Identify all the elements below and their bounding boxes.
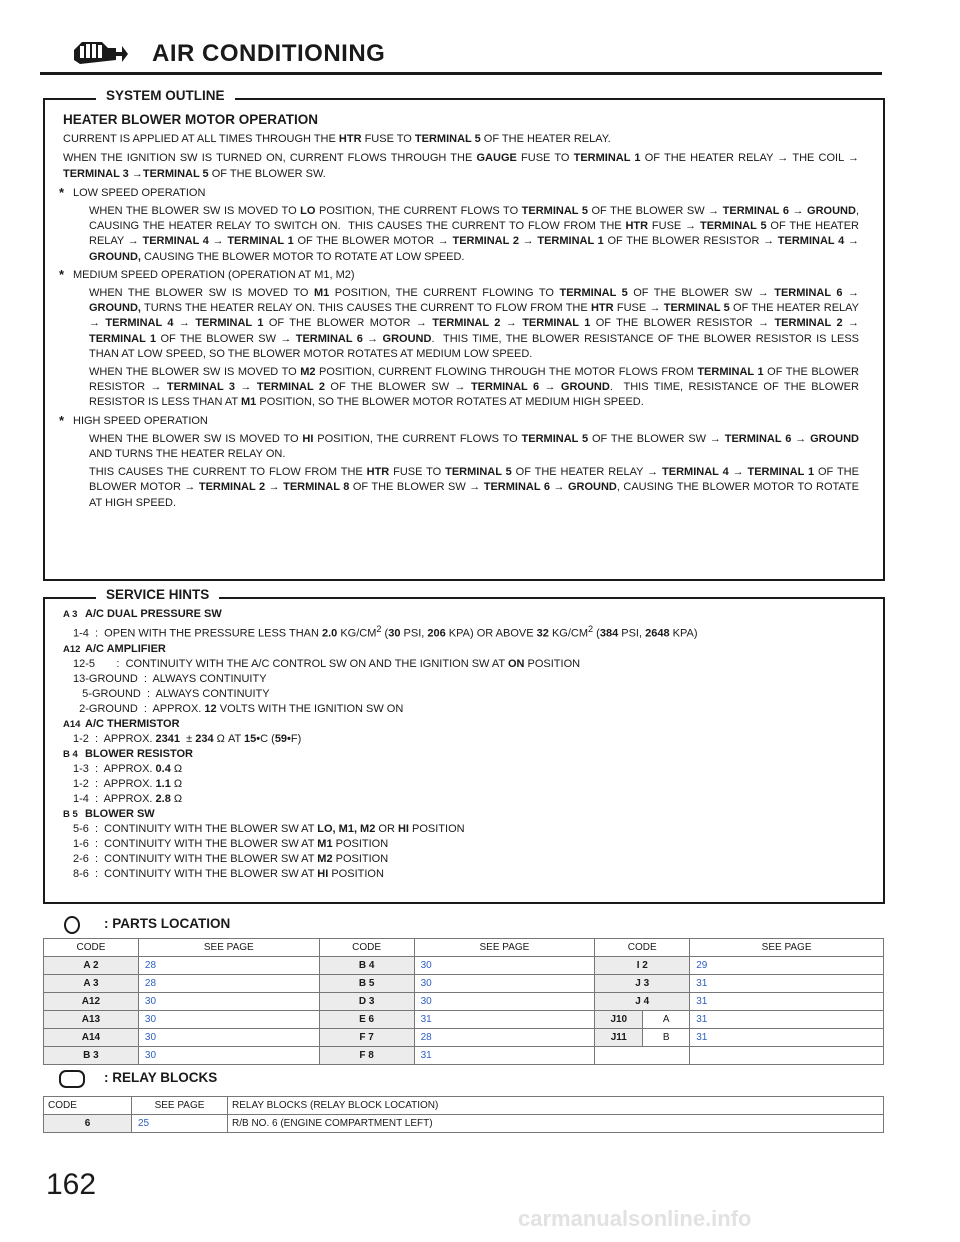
- service-item: A14 A/C THERMISTOR: [63, 717, 180, 730]
- page-cell: 30: [414, 975, 595, 993]
- table-row: [44, 993, 884, 1011]
- service-line: 13-GROUND : ALWAYS CONTINUITY: [73, 672, 267, 685]
- table-header-row: CODE SEE PAGE CODE SEE PAGE CODE SEE PAGE: [44, 939, 884, 957]
- service-line: 5-6 : CONTINUITY WITH THE BLOWER SW AT LO, M1, M2 OR HI POSITION: [73, 822, 465, 835]
- page-number: 162: [46, 1168, 97, 1201]
- page-cell: 30: [138, 1011, 319, 1029]
- system-paragraph: WHEN THE IGNITION SW IS TURNED ON, CURRENT FLOWS THROUGH THE GAUGE FUSE TO TERMINAL 1 OF THE HEATER RELAY → THE COIL → TERMINAL 3 →TERMINAL 5 OF THE BLOWER SW.: [63, 152, 859, 180]
- page-cell: 28: [138, 957, 319, 975]
- code-cell: A12: [44, 993, 139, 1011]
- table-row: [44, 1047, 884, 1065]
- low-speed-section: * LOW SPEED OPERATION WHEN THE BLOWER SW IS MOVED TO LO POSITION, THE CURRENT FLOWS TO TERMINAL 5 OF THE BLOWER SW → TERMINAL 6 → GROUND, CAUSING THE HEATER RELAY TO SWITCH ON. THIS CAUSES THE CURRENT TO FLOW FROM THE HTR FUSE → TERMINAL 5 OF THE HEATER RELAY → TERMINAL 4 → TERMINAL 1 OF THE BLOWER MOTOR → TERMINAL 2 → TERMINAL 1 OF THE BLOWER RESISTOR → TERMINAL 4 → GROUND, CAUSING THE BLOWER MOTOR TO ROTATE AT LOW SPEED.: [59, 184, 859, 263]
- service-line: 5-GROUND : ALWAYS CONTINUITY: [73, 687, 270, 700]
- page-cell: 31: [414, 1011, 595, 1029]
- rounded-rect-icon: [59, 1070, 85, 1088]
- code-cell: A14: [44, 1029, 139, 1047]
- service-line: 12-5 : CONTINUITY WITH THE A/C CONTROL SW ON AND THE IGNITION SW AT ON POSITION: [73, 657, 581, 670]
- page-cell: 28: [414, 1029, 595, 1047]
- service-line: 1-6 : CONTINUITY WITH THE BLOWER SW AT M1 POSITION: [73, 837, 389, 850]
- service-line: 1-3 : APPROX. 0.4 Ω: [73, 762, 183, 775]
- service-item: A 3 A/C DUAL PRESSURE SW: [63, 608, 222, 620]
- page-cell: 29: [690, 957, 884, 975]
- page-cell: 31: [690, 993, 884, 1011]
- page-cell: 28: [138, 975, 319, 993]
- page-cell: 30: [138, 1047, 319, 1065]
- parts-location-title: : PARTS LOCATION: [104, 916, 231, 931]
- medium-speed-section: * MEDIUM SPEED OPERATION (OPERATION AT M1, M2) WHEN THE BLOWER SW IS MOVED TO M1 POSITION, THE CURRENT FLOWING TO TERMINAL 5 OF THE BLOWER SW → TERMINAL 6 → GROUND, TURNS THE HEATER RELAY ON. THIS CAUSES THE CURRENT TO FLOW FROM THE HTR FUSE → TERMINAL 5 OF THE HEATER RELAY → TERMINAL 4 → TERMINAL 1 OF THE BLOWER MOTOR → TERMINAL 2 → TERMINAL 1 OF THE BLOWER RESISTOR → TERMINAL 2 → TERMINAL 1 OF THE BLOWER SW → TERMINAL 6 → GROUND. THIS TIME, THE BLOWER RESISTANCE OF THE BLOWER RESISTOR IS LESS THAN AT LOW SPEED, SO THE BLOWER MOTOR ROTATES AT MEDIUM LOW SPEED. WHEN THE BLOWER SW IS MOVED TO M2 POSITION, CURRENT FLOWING THROUGH THE MOTOR FLOWS FROM TERMINAL 1 OF THE BLOWER RESISTOR → TERMINAL 3 → TERMINAL 2 OF THE BLOWER SW → TERMINAL 6 → GROUND. THIS TIME, RESISTANCE OF THE BLOWER RESISTOR IS LESS THAN AT M1 POSITION, SO THE BLOWER MOTOR ROTATES AT MEDIUM HIGH SPEED.: [59, 266, 860, 409]
- code-cell: J11: [595, 1029, 643, 1047]
- page-cell: 30: [138, 1029, 319, 1047]
- sub-code-cell: B: [643, 1029, 690, 1047]
- sub-code-cell: A: [643, 1011, 690, 1029]
- page-cell: 30: [414, 957, 595, 975]
- table-row: [44, 1029, 884, 1047]
- service-line: 8-6 : CONTINUITY WITH THE BLOWER SW AT HI POSITION: [73, 867, 384, 880]
- service-hints-content: [63, 607, 863, 882]
- service-hints-label: SERVICE HINTS: [96, 587, 219, 602]
- code-cell: J10: [595, 1011, 643, 1029]
- page-cell: 31: [414, 1047, 595, 1065]
- code-cell: I 2: [595, 957, 690, 975]
- system-outline-content: [59, 112, 860, 514]
- relay-blocks-table: [43, 1096, 884, 1133]
- relay-blocks-title: : RELAY BLOCKS: [104, 1070, 218, 1085]
- code-cell: F 8: [319, 1047, 414, 1065]
- service-item: B 4 BLOWER RESISTOR: [63, 747, 193, 760]
- service-line: 1-2 : APPROX. 2341 ± 234 Ω AT 15•C (59•F): [73, 732, 302, 745]
- code-cell: A 2: [44, 957, 139, 975]
- page-cell: 30: [414, 993, 595, 1011]
- service-line: 2-GROUND : APPROX. 12 VOLTS WITH THE IGNITION SW ON: [73, 702, 404, 715]
- service-item: A12 A/C AMPLIFIER: [63, 642, 166, 655]
- page-cell: 31: [690, 1029, 884, 1047]
- code-cell: D 3: [319, 993, 414, 1011]
- service-line: 2-6 : CONTINUITY WITH THE BLOWER SW AT M2 POSITION: [73, 852, 389, 865]
- service-line: 1-4 : APPROX. 2.8 Ω: [73, 792, 183, 805]
- high-speed-section: * HIGH SPEED OPERATION WHEN THE BLOWER SW IS MOVED TO HI POSITION, THE CURRENT FLOWS TO TERMINAL 5 OF THE BLOWER SW → TERMINAL 6 → GROUND AND TURNS THE HEATER RELAY ON. THIS CAUSES THE CURRENT TO FLOW FROM THE HTR FUSE TO TERMINAL 5 OF THE HEATER RELAY → TERMINAL 4 → TERMINAL 1 OF THE BLOWER MOTOR → TERMINAL 2 → TERMINAL 8 OF THE BLOWER SW → TERMINAL 6 → GROUND, CAUSING THE BLOWER MOTOR TO ROTATE AT HIGH SPEED.: [59, 412, 859, 509]
- page-cell: 30: [138, 993, 319, 1011]
- table-row: [44, 957, 884, 975]
- table-header-row: CODE SEE PAGE RELAY BLOCKS (RELAY BLOCK LOCATION): [44, 1097, 884, 1115]
- page-title: AIR CONDITIONING: [152, 40, 386, 67]
- code-cell: A13: [44, 1011, 139, 1029]
- code-cell: J 3: [595, 975, 690, 993]
- service-item: B 5 BLOWER SW: [63, 807, 155, 820]
- system-outline-label: SYSTEM OUTLINE: [96, 88, 235, 103]
- system-paragraph: CURRENT IS APPLIED AT ALL TIMES THROUGH THE HTR FUSE TO TERMINAL 5 OF THE HEATER RELAY.: [63, 133, 611, 146]
- system-heading: HEATER BLOWER MOTOR OPERATION: [63, 112, 318, 127]
- page-cell: 31: [690, 1011, 884, 1029]
- service-line: 1-2 : APPROX. 1.1 Ω: [73, 777, 183, 790]
- car-plug-icon: [72, 36, 128, 68]
- code-cell: E 6: [319, 1011, 414, 1029]
- code-cell: A 3: [44, 975, 139, 993]
- title-rule: [40, 72, 882, 75]
- page-cell: 31: [690, 975, 884, 993]
- code-cell: B 5: [319, 975, 414, 993]
- code-cell: J 4: [595, 993, 690, 1011]
- service-line: 1-4 : OPEN WITH THE PRESSURE LESS THAN 2.0 $KG/CM^2$ (30 PSI, 206 KPA) OR ABOVE 32 $KG/CM^2$ (384 PSI, 2648 KPA): [73, 624, 698, 640]
- code-cell: B 3: [44, 1047, 139, 1065]
- parts-location-table: [43, 938, 884, 1065]
- code-cell: [595, 1047, 690, 1065]
- table-row: [44, 975, 884, 993]
- code-cell: F 7: [319, 1029, 414, 1047]
- table-row: 6 25 R/B NO. 6 (ENGINE COMPARTMENT LEFT): [44, 1115, 884, 1133]
- code-cell: B 4: [319, 957, 414, 975]
- table-row: [44, 1011, 884, 1029]
- watermark: carmanualsonline.info: [518, 1206, 752, 1231]
- circle-icon: [64, 916, 80, 934]
- page-cell: [690, 1047, 884, 1065]
